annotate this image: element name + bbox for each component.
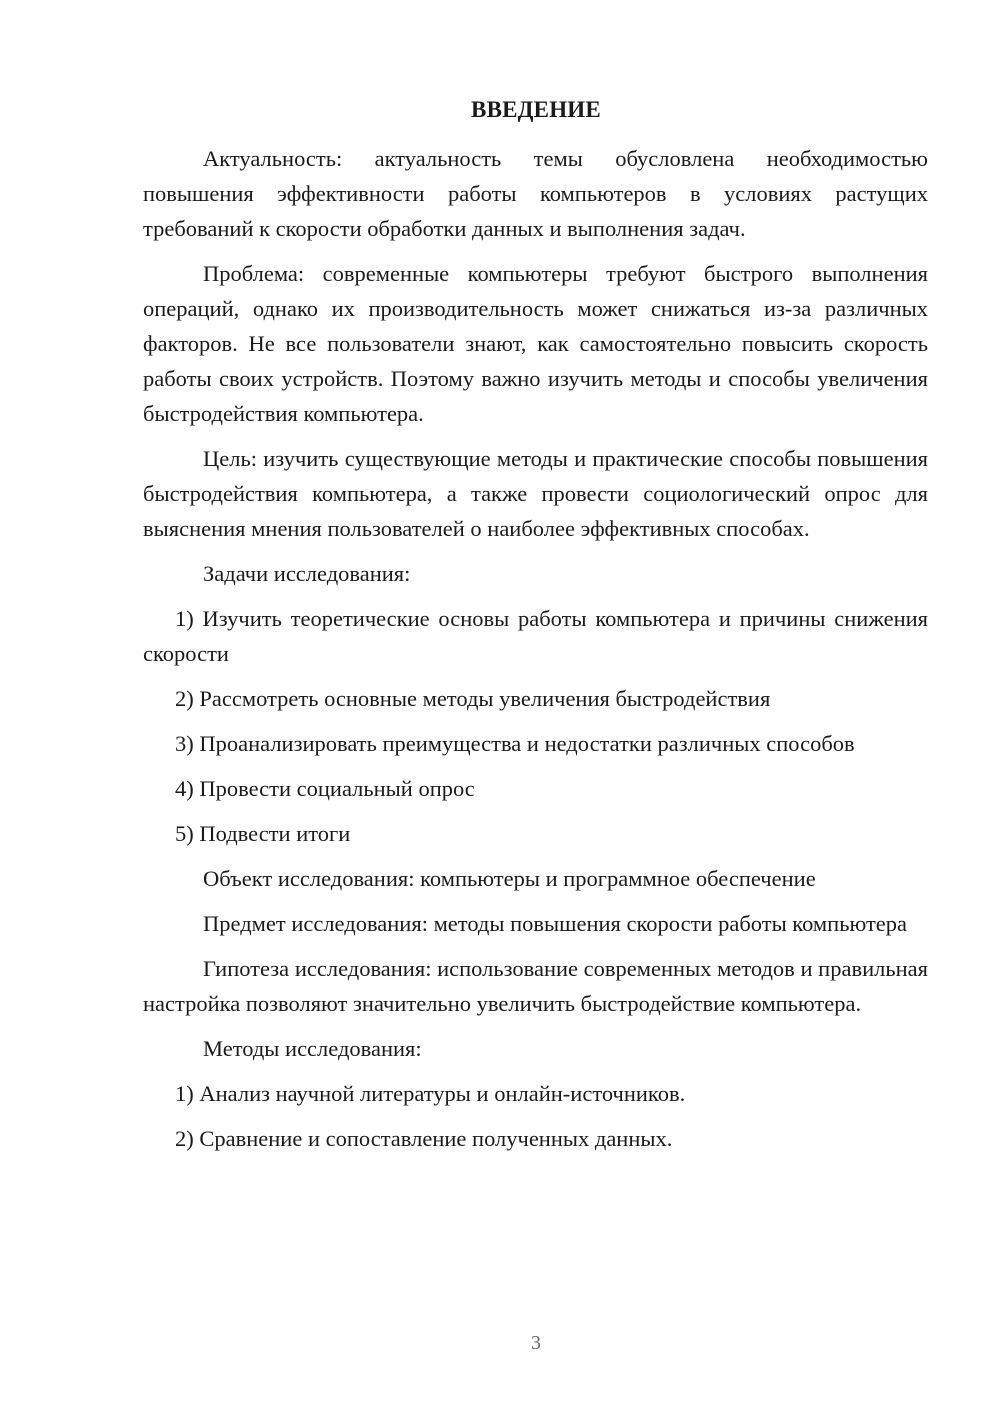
task-item: 4) Провести социальный опрос [175,776,475,801]
task-item: 1) Изучить теоретические основы работы компьютера и причины снижения скорости [143,606,928,666]
paragraph-goal: Цель: изучить существующие методы и практические способы повышения быстродействия компьютера, а также провести социологический опрос для выяснения мнения пользователей о наиболее эффективных способах. [143,446,928,541]
method-item: 1) Анализ научной литературы и онлайн-источников. [175,1081,686,1106]
research-object: Объект исследования: компьютеры и программное обеспечение [203,866,816,891]
page-heading: ВВЕДЕНИЕ [471,97,601,122]
tasks-title: Задачи исследования: [203,561,411,586]
methods-title: Методы исследования: [203,1036,422,1061]
method-item: 2) Сравнение и сопоставление полученных данных. [175,1126,673,1151]
task-item: 3) Проанализировать преимущества и недостатки различных способов [175,731,855,756]
paragraph-problem: Проблема: современные компьютеры требуют быстрого выполнения операций, однако их производительность может снижаться из-за различных факторов. Не все пользователи знают, как самостоятельно повысить скорость работы своих устройств. Поэтому важно изучить методы и способы увеличения быстродействия компьютера. [143,261,928,426]
task-item: 2) Рассмотреть основные методы увеличения быстродействия [175,686,771,711]
document-body [143,141,928,1166]
task-item: 5) Подвести итоги [175,821,351,846]
research-subject: Предмет исследования: методы повышения скорости работы компьютера [203,911,908,936]
page-number: 3 [531,1332,541,1354]
paragraph-relevance: Актуальность: актуальность темы обусловлена необходимостью повышения эффективности работы компьютеров в условиях растущих требований к скорости обработки данных и выполнения задач. [143,146,928,241]
research-hypothesis: Гипотеза исследования: использование современных методов и правильная настройка позволяют значительно увеличить быстродействие компьютера. [143,956,928,1016]
